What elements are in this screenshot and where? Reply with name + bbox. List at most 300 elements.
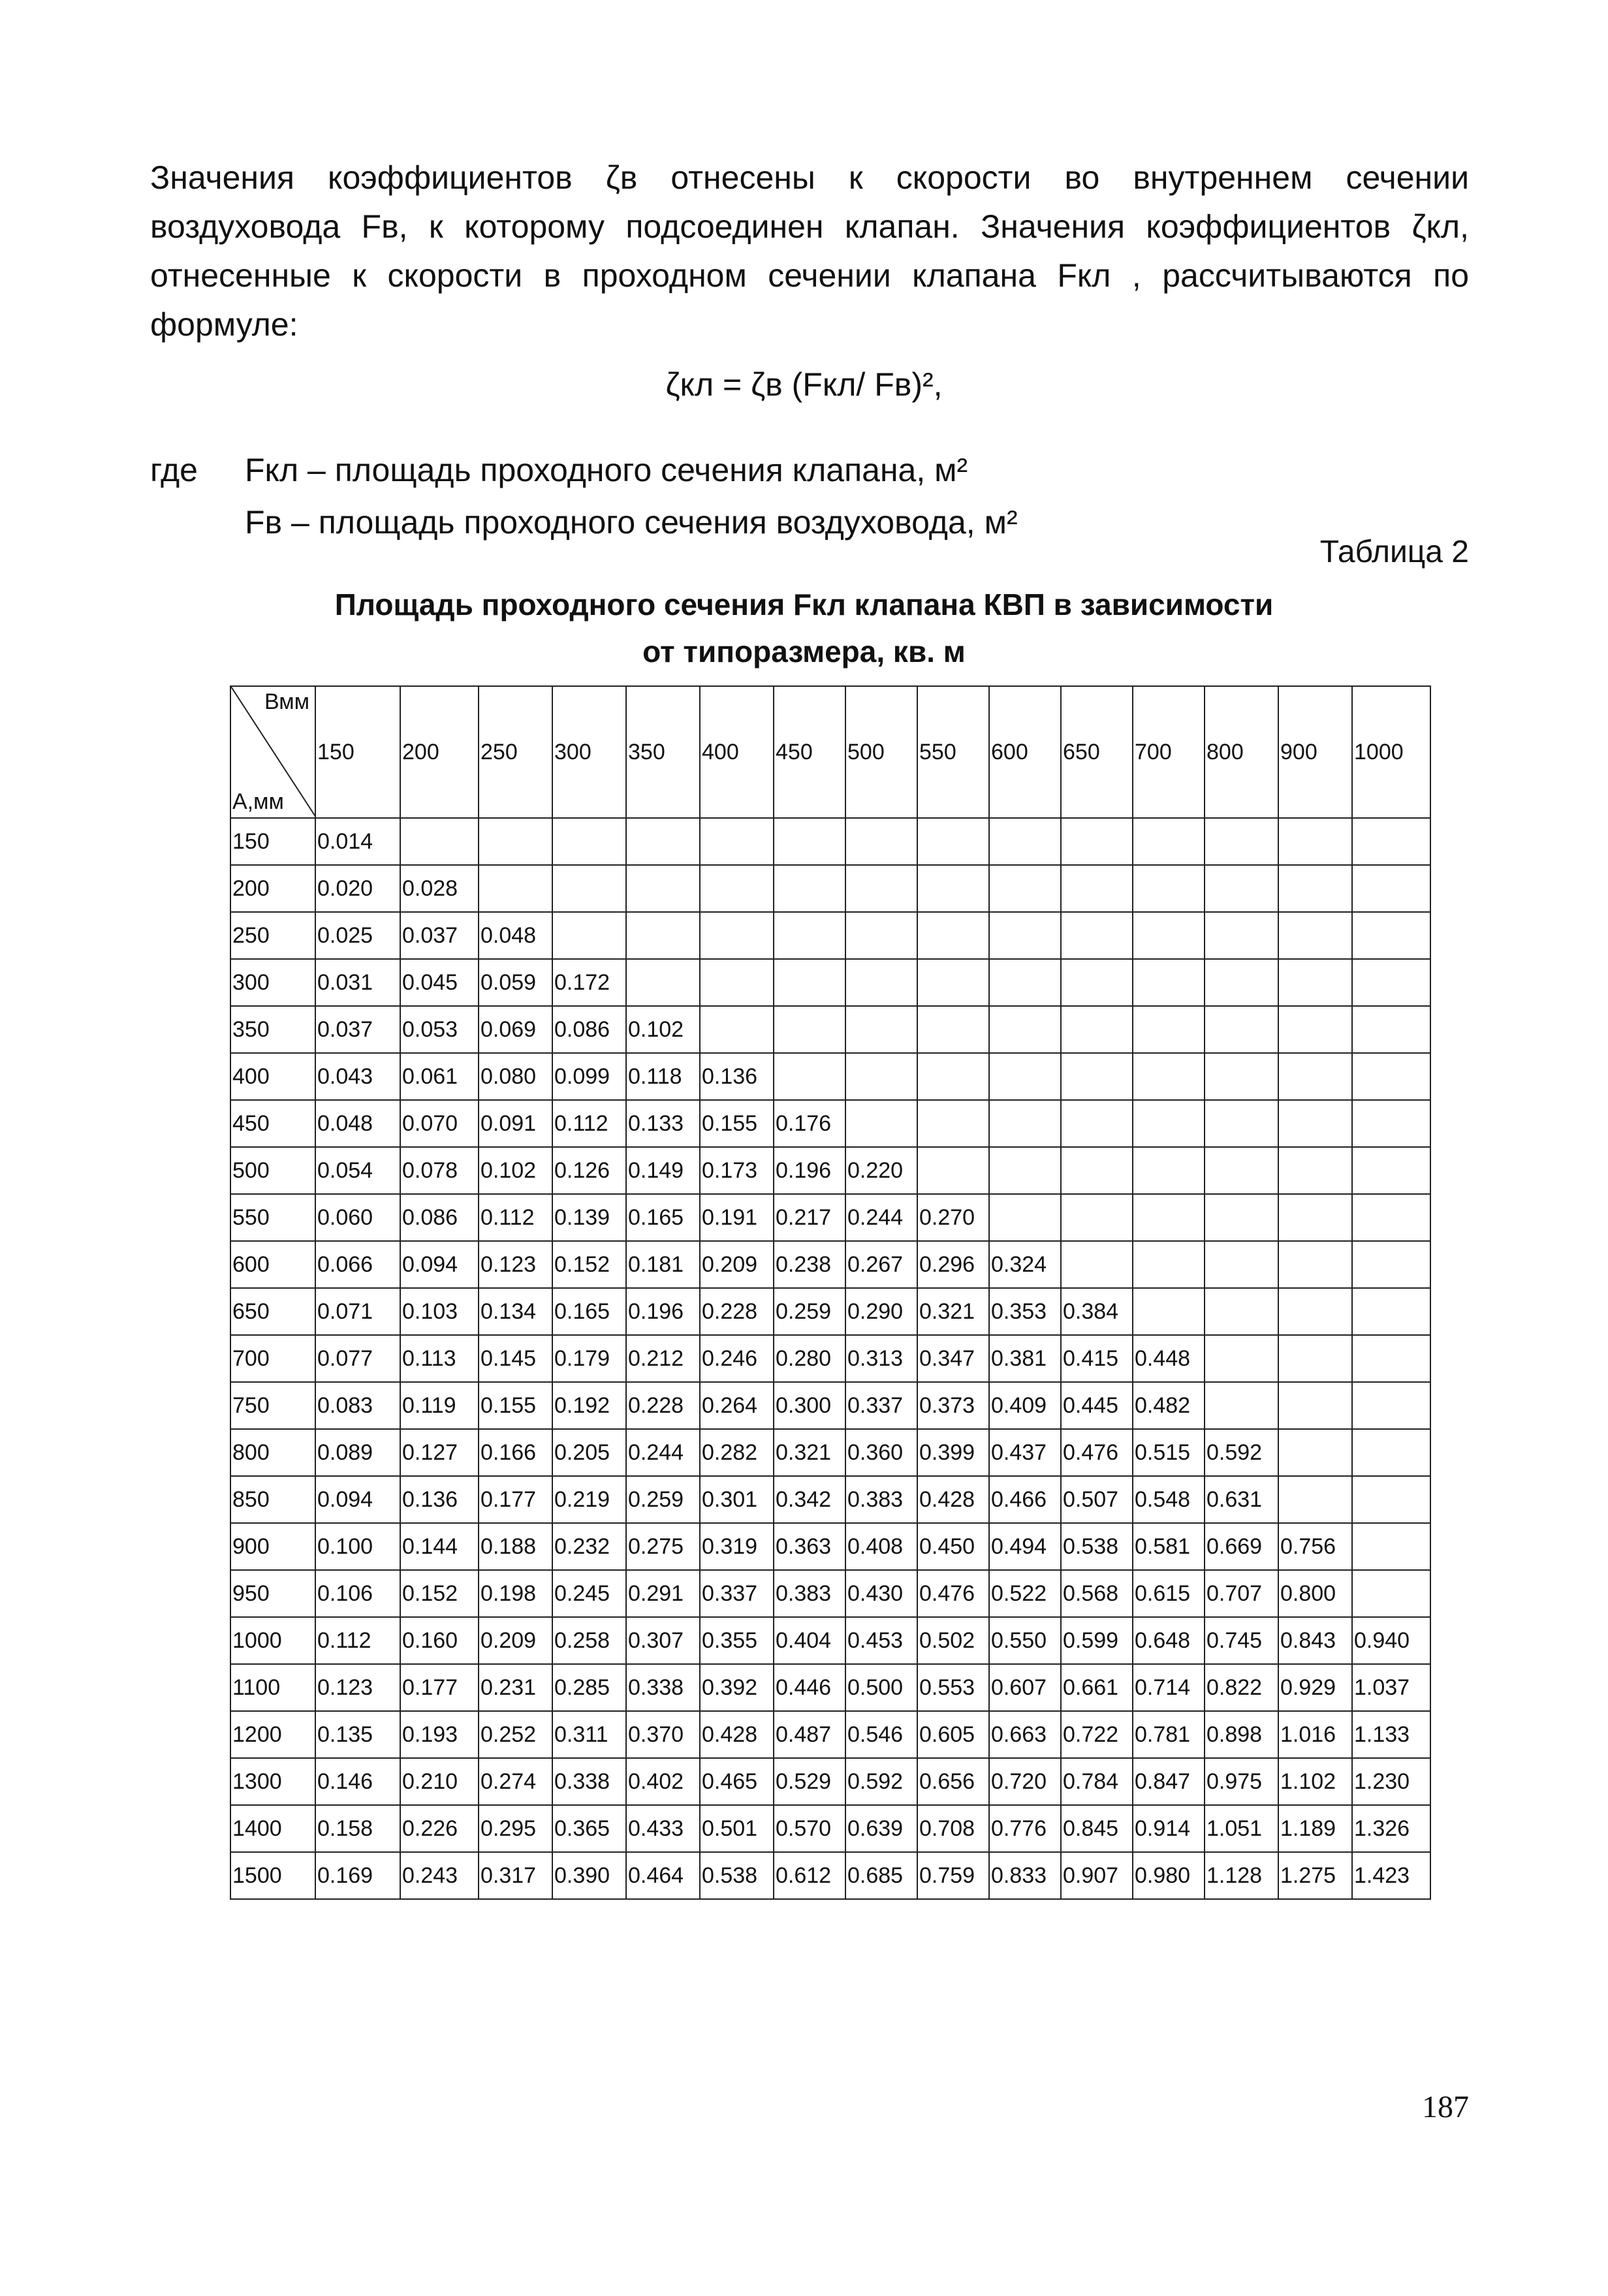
row-header: 950 <box>230 1570 315 1617</box>
table-cell: 0.337 <box>700 1570 774 1617</box>
table-cell: 0.048 <box>479 912 552 959</box>
table-cell: 0.282 <box>700 1429 774 1476</box>
table-cell: 0.145 <box>479 1335 552 1382</box>
table-cell <box>1278 1053 1352 1100</box>
table-cell: 0.173 <box>700 1147 774 1194</box>
table-cell: 0.014 <box>315 818 400 865</box>
table-row <box>230 1617 1430 1664</box>
table-title-line-2: от типоразмера, кв. м <box>642 635 966 668</box>
table-cell: 0.054 <box>315 1147 400 1194</box>
table-cell <box>1061 1006 1133 1053</box>
table-cell <box>1205 818 1278 865</box>
table-cell <box>1205 1335 1278 1382</box>
table-cell: 0.267 <box>845 1241 917 1288</box>
table-cell: 0.392 <box>700 1664 774 1711</box>
table-cell <box>1133 912 1205 959</box>
table-cell <box>1205 1100 1278 1147</box>
column-header: 800 <box>1205 686 1278 818</box>
table-cell: 0.529 <box>774 1758 845 1805</box>
table-cell: 0.907 <box>1061 1852 1133 1899</box>
row-header: 1000 <box>230 1617 315 1664</box>
table-cell: 0.210 <box>400 1758 479 1805</box>
table-cell: 0.355 <box>700 1617 774 1664</box>
table-cell: 0.592 <box>1205 1429 1278 1476</box>
table-cell <box>1352 912 1430 959</box>
table-cell: 0.126 <box>552 1147 626 1194</box>
table-cell: 0.025 <box>315 912 400 959</box>
table-cell: 0.275 <box>626 1523 700 1570</box>
table-cell <box>626 818 700 865</box>
row-header: 300 <box>230 959 315 1006</box>
table-cell: 0.118 <box>626 1053 700 1100</box>
table-cell: 0.139 <box>552 1194 626 1241</box>
table-cell: 0.209 <box>479 1617 552 1664</box>
table-cell: 0.847 <box>1133 1758 1205 1805</box>
table-cell: 0.494 <box>989 1523 1061 1570</box>
table-row <box>230 1805 1430 1852</box>
table-cell: 0.570 <box>774 1805 845 1852</box>
table-cell: 0.404 <box>774 1617 845 1664</box>
table-cell: 0.390 <box>552 1852 626 1899</box>
table-cell: 0.756 <box>1278 1523 1352 1570</box>
table-cell <box>552 818 626 865</box>
table-cell: 0.722 <box>1061 1711 1133 1758</box>
row-header: 1300 <box>230 1758 315 1805</box>
table-cell <box>1205 959 1278 1006</box>
table-cell: 0.383 <box>845 1476 917 1523</box>
table-row <box>230 912 1430 959</box>
table-cell: 0.383 <box>774 1570 845 1617</box>
table-cell: 0.198 <box>479 1570 552 1617</box>
column-header: 550 <box>917 686 989 818</box>
table-cell <box>845 959 917 1006</box>
table-cell <box>989 1194 1061 1241</box>
table-row <box>230 1053 1430 1100</box>
table-cell: 0.720 <box>989 1758 1061 1805</box>
column-header: 250 <box>479 686 552 818</box>
row-header: 850 <box>230 1476 315 1523</box>
row-header: 350 <box>230 1006 315 1053</box>
table-cell: 0.106 <box>315 1570 400 1617</box>
table-cell: 1.326 <box>1352 1805 1430 1852</box>
table-cell: 0.321 <box>774 1429 845 1476</box>
table-row <box>230 1852 1430 1899</box>
table-cell: 0.102 <box>479 1147 552 1194</box>
table-cell: 0.152 <box>400 1570 479 1617</box>
table-cell <box>1352 1335 1430 1382</box>
table-cell: 0.324 <box>989 1241 1061 1288</box>
table-cell: 0.059 <box>479 959 552 1006</box>
table-cell: 0.384 <box>1061 1288 1133 1335</box>
table-cell: 0.347 <box>917 1335 989 1382</box>
table-cell: 0.363 <box>774 1523 845 1570</box>
corner-a-label: А,мм <box>232 789 284 814</box>
table-cell: 0.639 <box>845 1805 917 1852</box>
table-cell: 0.037 <box>315 1006 400 1053</box>
table-cell <box>917 865 989 912</box>
table-cell: 0.776 <box>989 1805 1061 1852</box>
table-cell: 0.301 <box>700 1476 774 1523</box>
table-cell: 0.538 <box>700 1852 774 1899</box>
table-cell <box>1278 1100 1352 1147</box>
table-cell: 0.707 <box>1205 1570 1278 1617</box>
table-cell: 0.433 <box>626 1805 700 1852</box>
column-header: 600 <box>989 686 1061 818</box>
table-cell: 0.631 <box>1205 1476 1278 1523</box>
table-cell: 0.270 <box>917 1194 989 1241</box>
table-row <box>230 1711 1430 1758</box>
table-cell <box>1278 1288 1352 1335</box>
column-header: 900 <box>1278 686 1352 818</box>
table-cell: 0.373 <box>917 1382 989 1429</box>
table-cell: 0.402 <box>626 1758 700 1805</box>
table-cell: 0.196 <box>626 1288 700 1335</box>
table-cell: 0.212 <box>626 1335 700 1382</box>
table-cell <box>1352 1194 1430 1241</box>
table-cell: 0.071 <box>315 1288 400 1335</box>
table-cell: 0.192 <box>552 1382 626 1429</box>
table-cell: 0.370 <box>626 1711 700 1758</box>
column-header: 1000 <box>1352 686 1430 818</box>
table-cell: 0.244 <box>845 1194 917 1241</box>
table-cell: 0.217 <box>774 1194 845 1241</box>
table-cell <box>479 818 552 865</box>
table-cell <box>1278 1429 1352 1476</box>
table-cell: 0.428 <box>917 1476 989 1523</box>
row-header: 800 <box>230 1429 315 1476</box>
table-row <box>230 1664 1430 1711</box>
table-cell: 0.066 <box>315 1241 400 1288</box>
row-header: 1100 <box>230 1664 315 1711</box>
table-cell: 0.232 <box>552 1523 626 1570</box>
row-header: 200 <box>230 865 315 912</box>
table-cell <box>774 1006 845 1053</box>
row-header: 600 <box>230 1241 315 1288</box>
table-row <box>230 1570 1430 1617</box>
table-cell <box>1352 1100 1430 1147</box>
table-cell: 0.102 <box>626 1006 700 1053</box>
table-cell <box>774 1053 845 1100</box>
table-cell: 0.546 <box>845 1711 917 1758</box>
table-cell: 1.037 <box>1352 1664 1430 1711</box>
table-cell: 0.094 <box>400 1241 479 1288</box>
row-header: 400 <box>230 1053 315 1100</box>
table-cell: 0.592 <box>845 1758 917 1805</box>
table-cell: 0.295 <box>479 1805 552 1852</box>
table-cell <box>1133 1288 1205 1335</box>
table-row <box>230 1429 1430 1476</box>
table-cell <box>989 818 1061 865</box>
row-header: 650 <box>230 1288 315 1335</box>
table-cell: 0.083 <box>315 1382 400 1429</box>
table-cell <box>479 865 552 912</box>
table-cell: 0.476 <box>1061 1429 1133 1476</box>
table-cell: 1.230 <box>1352 1758 1430 1805</box>
table-cell: 0.745 <box>1205 1617 1278 1664</box>
table-cell <box>845 1006 917 1053</box>
table-cell <box>1061 865 1133 912</box>
table-cell <box>1061 1053 1133 1100</box>
column-header: 200 <box>400 686 479 818</box>
table-cell: 0.155 <box>700 1100 774 1147</box>
table-cell <box>552 912 626 959</box>
table-cell: 0.069 <box>479 1006 552 1053</box>
table-cell: 0.313 <box>845 1335 917 1382</box>
table-cell <box>1352 818 1430 865</box>
table-cell: 0.274 <box>479 1758 552 1805</box>
table-cell: 0.843 <box>1278 1617 1352 1664</box>
table-cell <box>1278 1147 1352 1194</box>
table-cell <box>700 912 774 959</box>
table-cell: 0.089 <box>315 1429 400 1476</box>
table-cell: 0.296 <box>917 1241 989 1288</box>
table-row <box>230 865 1430 912</box>
table-cell: 0.648 <box>1133 1617 1205 1664</box>
table-cell: 1.133 <box>1352 1711 1430 1758</box>
table-row <box>230 1382 1430 1429</box>
table-cell: 0.086 <box>400 1194 479 1241</box>
table-cell: 0.020 <box>315 865 400 912</box>
table-cell: 0.285 <box>552 1664 626 1711</box>
table-cell <box>1278 912 1352 959</box>
table-cell: 0.487 <box>774 1711 845 1758</box>
table-cell <box>1133 1053 1205 1100</box>
formula: ζкл = ζв (Fкл/ Fв)², <box>665 366 943 403</box>
table-cell: 0.179 <box>552 1335 626 1382</box>
table-cell: 0.177 <box>479 1476 552 1523</box>
row-header: 550 <box>230 1194 315 1241</box>
table-cell: 0.259 <box>626 1476 700 1523</box>
table-cell <box>1205 1288 1278 1335</box>
table-cell <box>1278 818 1352 865</box>
table-cell: 0.045 <box>400 959 479 1006</box>
column-header: 450 <box>774 686 845 818</box>
table-cell: 0.759 <box>917 1852 989 1899</box>
table-cell <box>1133 1006 1205 1053</box>
page-number: 187 <box>1422 2090 1469 2124</box>
table-cell <box>845 818 917 865</box>
column-header: 400 <box>700 686 774 818</box>
table-cell: 0.053 <box>400 1006 479 1053</box>
table-cell <box>1133 959 1205 1006</box>
table-cell <box>1352 1006 1430 1053</box>
table-cell: 0.980 <box>1133 1852 1205 1899</box>
table-cell: 0.476 <box>917 1570 989 1617</box>
table-cell <box>917 912 989 959</box>
table-cell: 0.245 <box>552 1570 626 1617</box>
table-cell: 0.428 <box>700 1711 774 1758</box>
table-cell: 0.612 <box>774 1852 845 1899</box>
table-cell: 0.228 <box>626 1382 700 1429</box>
table-cell: 0.669 <box>1205 1523 1278 1570</box>
table-cell: 0.290 <box>845 1288 917 1335</box>
row-header: 150 <box>230 818 315 865</box>
table-cell <box>700 1006 774 1053</box>
table-cell <box>774 959 845 1006</box>
table-cell: 0.152 <box>552 1241 626 1288</box>
table-cell: 0.226 <box>400 1805 479 1852</box>
column-header: 700 <box>1133 686 1205 818</box>
table-cell <box>1061 818 1133 865</box>
table-cell: 0.155 <box>479 1382 552 1429</box>
table-cell <box>626 912 700 959</box>
table-cell: 0.259 <box>774 1288 845 1335</box>
table-cell: 0.172 <box>552 959 626 1006</box>
table-cell <box>1278 959 1352 1006</box>
table-cell <box>1352 1241 1430 1288</box>
intro-line-4: формуле: <box>150 306 298 343</box>
table-title-line-1: Площадь проходного сечения Fкл клапана КВП в зависимости <box>334 588 1274 621</box>
table-cell <box>1205 1382 1278 1429</box>
table-cell: 0.060 <box>315 1194 400 1241</box>
table-cell <box>1133 1194 1205 1241</box>
table-cell: 0.708 <box>917 1805 989 1852</box>
corner-cell <box>230 686 315 818</box>
table-cell: 0.615 <box>1133 1570 1205 1617</box>
table-cell: 0.319 <box>700 1523 774 1570</box>
table-cell: 0.077 <box>315 1335 400 1382</box>
area-table <box>230 685 1431 1900</box>
table-cell: 0.078 <box>400 1147 479 1194</box>
table-cell <box>552 865 626 912</box>
table-cell <box>700 959 774 1006</box>
table-cell: 1.016 <box>1278 1711 1352 1758</box>
table-cell <box>845 1053 917 1100</box>
table-cell <box>1061 959 1133 1006</box>
table-cell: 0.231 <box>479 1664 552 1711</box>
table-cell: 0.500 <box>845 1664 917 1711</box>
table-cell <box>1278 865 1352 912</box>
table-cell: 0.465 <box>700 1758 774 1805</box>
table-cell <box>1205 912 1278 959</box>
table-cell: 0.605 <box>917 1711 989 1758</box>
table-cell: 0.037 <box>400 912 479 959</box>
row-header: 700 <box>230 1335 315 1382</box>
table-cell: 0.466 <box>989 1476 1061 1523</box>
table-cell: 0.100 <box>315 1523 400 1570</box>
table-cell: 0.244 <box>626 1429 700 1476</box>
table-cell <box>1205 1194 1278 1241</box>
table-cell: 0.228 <box>700 1288 774 1335</box>
table-cell <box>1278 1382 1352 1429</box>
table-cell: 0.501 <box>700 1805 774 1852</box>
table-cell: 0.311 <box>552 1711 626 1758</box>
where-label: где <box>150 452 198 488</box>
table-cell: 0.929 <box>1278 1664 1352 1711</box>
table-row <box>230 818 1430 865</box>
table-cell: 0.914 <box>1133 1805 1205 1852</box>
table-row <box>230 959 1430 1006</box>
table-cell: 0.028 <box>400 865 479 912</box>
column-header: 650 <box>1061 686 1133 818</box>
table-cell <box>989 1147 1061 1194</box>
table-cell: 1.102 <box>1278 1758 1352 1805</box>
table-cell: 0.188 <box>479 1523 552 1570</box>
table-cell: 0.133 <box>626 1100 700 1147</box>
table-cell: 0.136 <box>700 1053 774 1100</box>
table-cell: 0.581 <box>1133 1523 1205 1570</box>
table-cell <box>774 912 845 959</box>
table-row <box>230 1194 1430 1241</box>
table-cell <box>845 865 917 912</box>
row-header: 750 <box>230 1382 315 1429</box>
intro-line-2: воздуховода Fв, к которому подсоединен клапан. Значения коэффициентов ζкл, <box>150 208 1469 245</box>
table-cell: 0.031 <box>315 959 400 1006</box>
table-cell: 0.080 <box>479 1053 552 1100</box>
table-cell: 0.043 <box>315 1053 400 1100</box>
table-cell <box>400 818 479 865</box>
table-cell: 0.450 <box>917 1523 989 1570</box>
table-cell: 0.502 <box>917 1617 989 1664</box>
table-cell: 0.094 <box>315 1476 400 1523</box>
table-cell <box>1061 912 1133 959</box>
table-cell: 0.553 <box>917 1664 989 1711</box>
column-header: 350 <box>626 686 700 818</box>
table-cell: 0.205 <box>552 1429 626 1476</box>
table-cell: 0.822 <box>1205 1664 1278 1711</box>
table-cell: 0.166 <box>479 1429 552 1476</box>
table-cell: 0.507 <box>1061 1476 1133 1523</box>
table-cell <box>1352 1429 1430 1476</box>
table-cell: 0.280 <box>774 1335 845 1382</box>
table-cell: 0.317 <box>479 1852 552 1899</box>
table-cell: 0.464 <box>626 1852 700 1899</box>
table-cell: 0.415 <box>1061 1335 1133 1382</box>
table-cell: 0.845 <box>1061 1805 1133 1852</box>
table-cell: 0.800 <box>1278 1570 1352 1617</box>
table-cell: 0.099 <box>552 1053 626 1100</box>
table-cell <box>917 1147 989 1194</box>
table-cell: 0.940 <box>1352 1617 1430 1664</box>
table-cell: 0.165 <box>552 1288 626 1335</box>
table-cell: 0.252 <box>479 1711 552 1758</box>
table-cell: 0.898 <box>1205 1711 1278 1758</box>
table-cell: 0.338 <box>626 1664 700 1711</box>
table-cell: 0.146 <box>315 1758 400 1805</box>
table-cell <box>917 1100 989 1147</box>
table-cell <box>1133 1100 1205 1147</box>
table-cell: 0.176 <box>774 1100 845 1147</box>
table-cell: 0.409 <box>989 1382 1061 1429</box>
table-cell: 0.112 <box>552 1100 626 1147</box>
table-cell <box>1352 1147 1430 1194</box>
table-cell: 0.538 <box>1061 1523 1133 1570</box>
table-row <box>230 1523 1430 1570</box>
table-cell: 0.061 <box>400 1053 479 1100</box>
table-cell <box>1133 1241 1205 1288</box>
table-cell: 0.149 <box>626 1147 700 1194</box>
table-cell: 0.136 <box>400 1476 479 1523</box>
table-cell <box>1352 865 1430 912</box>
table-cell: 0.246 <box>700 1335 774 1382</box>
table-cell: 0.181 <box>626 1241 700 1288</box>
table-cell: 0.453 <box>845 1617 917 1664</box>
table-cell: 0.191 <box>700 1194 774 1241</box>
table-cell: 0.522 <box>989 1570 1061 1617</box>
table-cell: 0.091 <box>479 1100 552 1147</box>
table-cell <box>1061 1100 1133 1147</box>
table-cell <box>917 1006 989 1053</box>
table-cell: 0.113 <box>400 1335 479 1382</box>
table-cell <box>1352 1382 1430 1429</box>
table-cell: 0.119 <box>400 1382 479 1429</box>
table-cell: 1.423 <box>1352 1852 1430 1899</box>
intro-line-3: отнесенные к скорости в проходном сечении клапана Fкл , рассчитываются по <box>150 257 1469 294</box>
table-cell <box>989 1053 1061 1100</box>
table-cell <box>700 818 774 865</box>
table-row <box>230 1288 1430 1335</box>
table-cell: 0.781 <box>1133 1711 1205 1758</box>
